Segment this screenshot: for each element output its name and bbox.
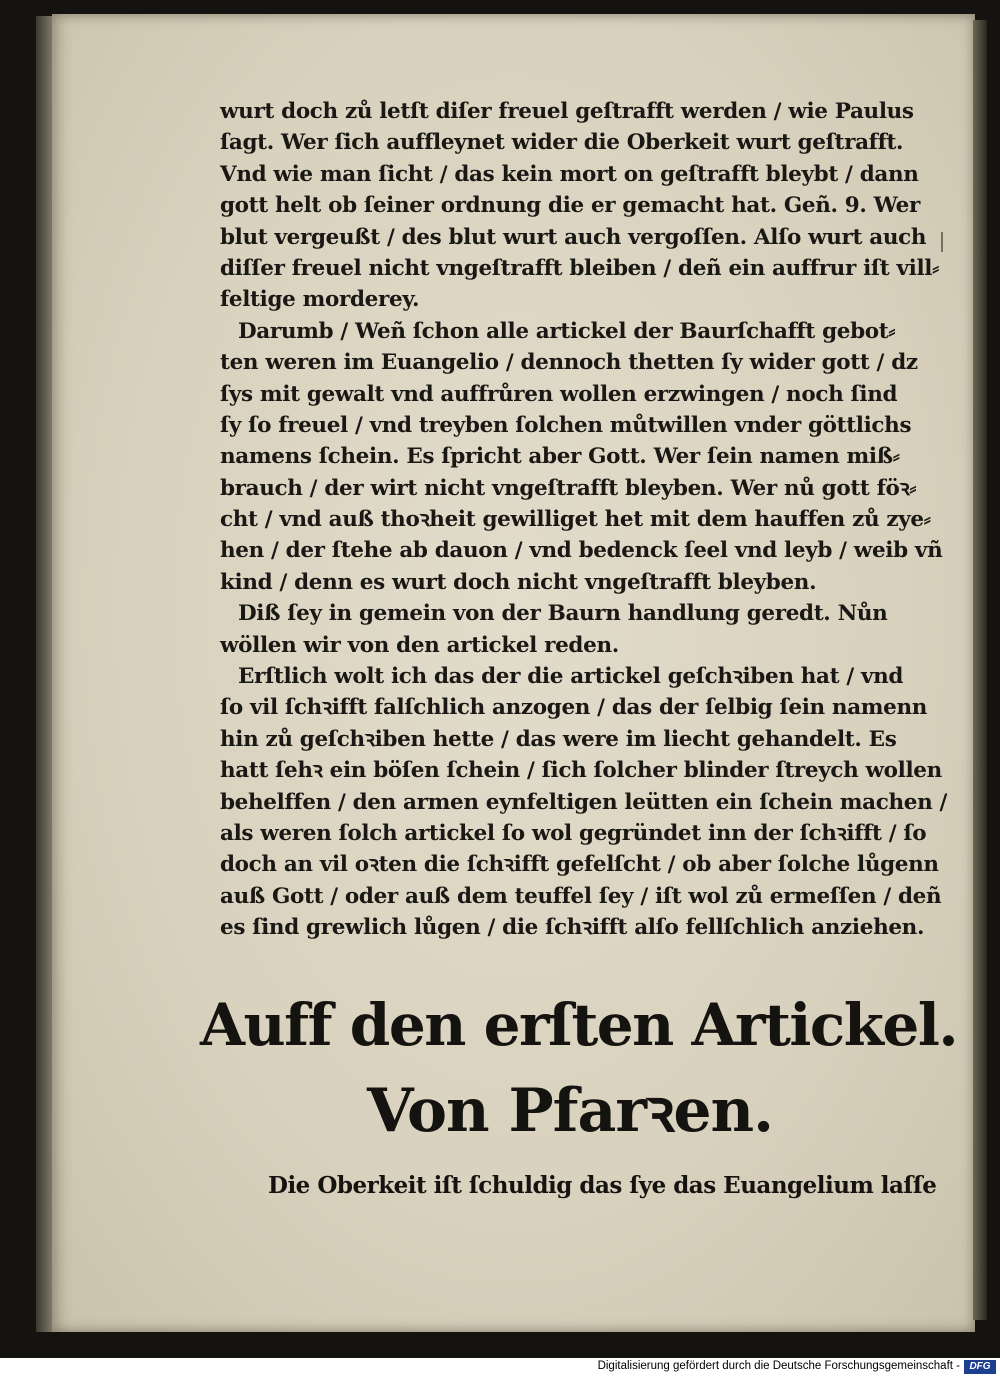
text-line: hatt ſehꝛ ein böſen ſchein / ſich ſolcher blinder ſtreych wollen — [220, 758, 942, 784]
text-line: Darumb / Weñ ſchon alle artickel der Baurſchafft gebot⸗ — [238, 318, 896, 344]
section-heading: Auff den erſten Artickel. — [200, 991, 958, 1059]
text-line: ſys mit gewalt vnd auffrůren wollen erzwingen / noch ſind — [220, 381, 898, 407]
page-edge — [973, 20, 987, 1320]
text-line: wurt doch zů letſt diſer freuel geſtrafft werden / wie Paulus — [220, 99, 914, 124]
text-line: Diß ſey in gemein von der Baurn handlung geredt. Nůn — [238, 601, 888, 627]
text-line: hin zů geſchꝛiben hette / das were im liecht gehandelt. Es — [220, 726, 897, 752]
text-line: brauch / der wirt nicht vngeſtrafft bleyben. Wer nů gott föꝛ⸗ — [220, 475, 917, 501]
text-line: diſſer freuel nicht vngeſtrafft bleiben / deñ ein auffrur iſt vill⸗ — [220, 255, 939, 281]
text-line: hen / der ſtehe ab dauon / vnd bedenck ſeel vnd leyb / weib vñ — [220, 538, 943, 564]
body-text — [220, 96, 948, 944]
text-line: als weren ſolch artickel ſo wol gegründet inn der ſchꝛifft / ſo — [220, 820, 927, 846]
text-line: kind / denn es wurt doch nicht vngeſtrafft bleyben. — [220, 569, 817, 595]
text-line: gott helt ob ſeiner ordnung die er gemacht hat. Geñ. 9. Wer — [220, 193, 920, 219]
text-line: Vnd wie man ſicht / das kein mort on geſtrafft bleybt / dann — [220, 161, 919, 187]
text-line: ſy ſo freuel / vnd treyben ſolchen můtwillen vnder göttlichs — [220, 412, 912, 438]
text-line: cht / vnd auß thoꝛheit gewilliget het mit dem hauffen zů zye⸗ — [220, 507, 931, 533]
margin-mark — [941, 232, 943, 252]
text-line: ten weren im Euangelio / dennoch thetten ſy wider gott / dz — [220, 350, 918, 376]
text-line: namens ſchein. Es ſpricht aber Gott. Wer ſein namen miß⸗ — [220, 444, 900, 470]
text-line: feltige morderey. — [220, 287, 420, 313]
text-line: Erſtlich wolt ich das der die artickel geſchꝛiben hat / vnd — [238, 664, 904, 690]
text-line: es ſind grewlich lůgen / die ſchꝛifft alſo fellſchlich anziehen. — [220, 915, 925, 941]
text-line: blut vergeußt / des blut wurt auch vergoſſen. Alſo wurt auch — [220, 224, 927, 250]
section-subheading: Von Pfarꝛen. — [366, 1076, 774, 1146]
catchline-text: Die Oberkeit iſt ſchuldig das ſye das Euangelium laſſe — [268, 1172, 937, 1199]
text-line: ſagt. Wer ſich auffleynet wider die Oberkeit wurt geſtrafft. — [220, 130, 904, 156]
footer-bar — [0, 1358, 1000, 1377]
dfg-logo[interactable]: DFG — [964, 1360, 996, 1374]
text-line: auß Gott / oder auß dem teuffel ſey / iſt wol zů ermeſſen / deñ — [220, 883, 942, 909]
text-line: wöllen wir von den artickel reden. — [220, 632, 619, 658]
funding-credit: Digitalisierung gefördert durch die Deutsche Forschungsgemeinschaft - — [597, 1360, 960, 1372]
text-line: ſo vil ſchꝛifft falſchlich anzogen / das der ſelbig ſein namenn — [220, 695, 928, 721]
text-line: behelffen / den armen eynfeltigen leütten ein ſchein machen / — [220, 789, 948, 815]
text-line: doch an vil oꝛten die ſchꝛifft gefelſcht / ob aber ſolche lůgenn — [220, 852, 939, 878]
